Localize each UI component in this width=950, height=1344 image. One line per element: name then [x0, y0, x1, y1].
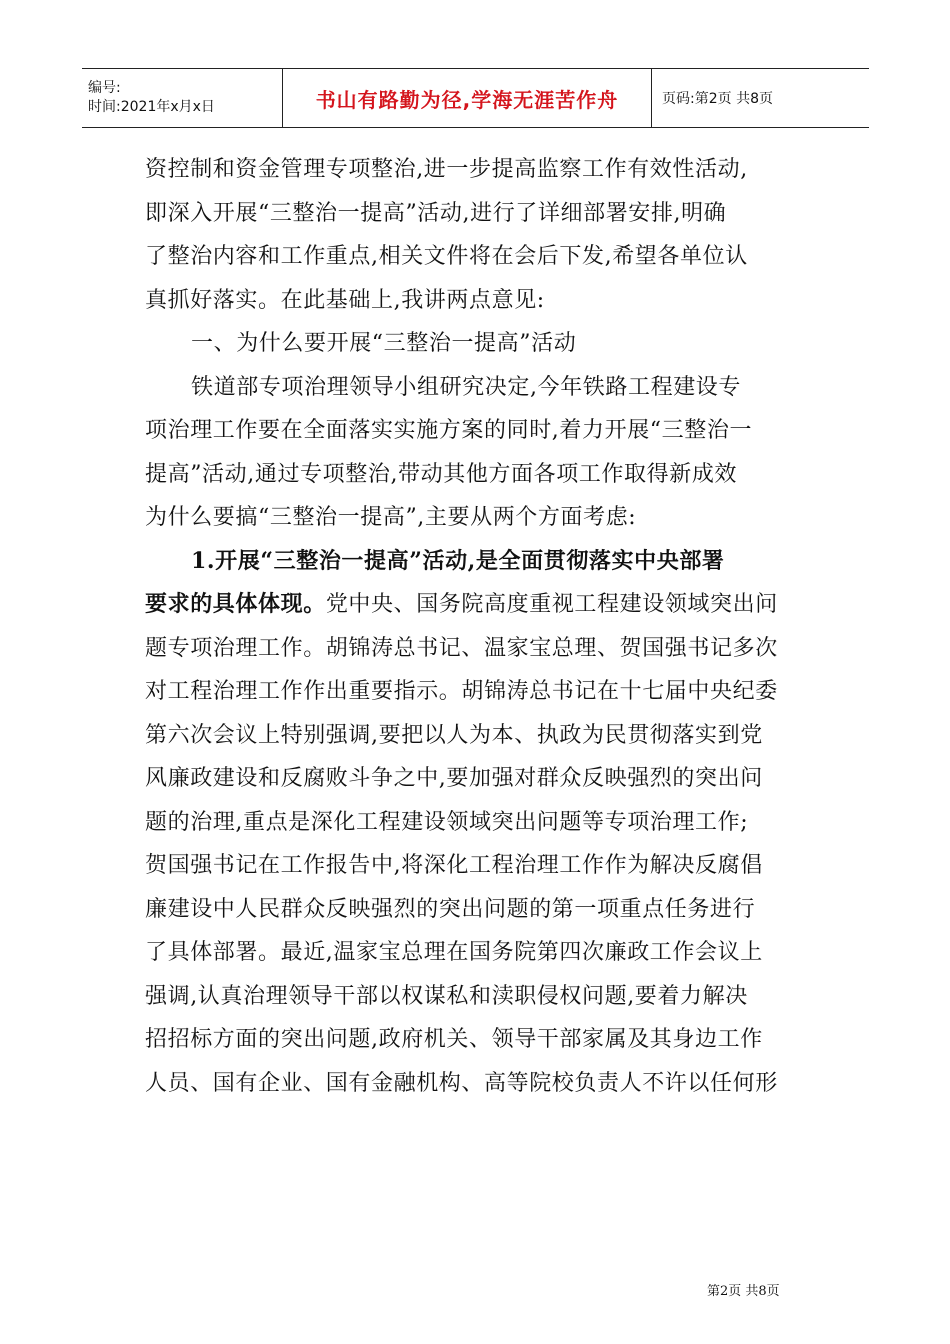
body-line: 风廉政建设和反腐败斗争之中,要加强对群众反映强烈的突出问	[145, 766, 763, 791]
body-line: 廉建设中人民群众反映强烈的突出问题的第一项重点任务进行	[145, 896, 756, 922]
header-meta	[82, 69, 283, 127]
body-line: 提高”活动,通过专项整治,带动其他方面各项工作取得新成效	[145, 461, 738, 487]
body-line: 贺国强书记在工作报告中,将深化工程治理工作作为解决反腐倡	[145, 853, 763, 878]
section-heading: 一、为什么要开展“三整治一提高”活动	[191, 331, 577, 356]
body-line: 题专项治理工作。胡锦涛总书记、温家宝总理、贺国强书记多次	[145, 635, 778, 661]
header-page	[652, 69, 869, 127]
body-line: 铁道部专项治理领导小组研究决定,今年铁路工程建设专	[191, 374, 741, 400]
body-line: 了具体部署。最近,温家宝总理在国务院第四次廉政工作会议上	[145, 940, 763, 965]
body-line: 为什么要搞“三整治一提高”,主要从两个方面考虑:	[145, 505, 637, 530]
body-line: 真抓好落实。在此基础上,我讲两点意见:	[145, 287, 545, 313]
time-label: 时间:2021年x月x日	[88, 99, 215, 115]
header-motto	[283, 69, 652, 127]
page-label: 页码:第2页 共8页	[662, 91, 773, 107]
number-label: 编号:	[88, 80, 121, 96]
bold-point-heading: 1.开展“三整治一提高”活动,是全面贯彻落实中央部署	[191, 547, 725, 574]
body-line: 第六次会议上特别强调,要把以人为本、执政为民贯彻落实到党	[145, 722, 763, 748]
body-line: 题的治理,重点是深化工程建设领域突出问题等专项治理工作;	[145, 809, 749, 835]
page-header	[82, 68, 869, 128]
body-text: 党中央、国务院高度重视工程建设领域突出问	[325, 592, 778, 617]
body-line: 了整治内容和工作重点,相关文件将在会后下发,希望各单位认	[145, 244, 748, 269]
body-line: 人员、国有企业、国有金融机构、高等院校负责人不许以任何形	[145, 1070, 778, 1096]
body-line: 招招标方面的突出问题,政府机关、领导干部家属及其身边工作	[145, 1027, 763, 1052]
body-line: 资控制和资金管理专项整治,进一步提高监察工作有效性活动,	[145, 157, 748, 182]
body-line-mixed	[145, 583, 805, 627]
body-line: 项治理工作要在全面落实实施方案的同时,着力开展“三整治一	[145, 418, 753, 443]
body-line: 强调,认真治理领导干部以权谋私和渎职侵权问题,要着力解决	[145, 983, 748, 1009]
body-line: 即深入开展“三整治一提高”活动,进行了详细部署安排,明确	[145, 200, 727, 226]
document-body	[145, 148, 805, 1105]
body-line: 对工程治理工作作出重要指示。胡锦涛总书记在十七届中央纪委	[145, 679, 778, 704]
bold-point-tail: 要求的具体体现。	[145, 591, 326, 617]
motto-text: 书山有路勤为径,学海无涯苦作舟	[315, 87, 619, 112]
page-footer: 第2页 共8页	[707, 1284, 780, 1299]
